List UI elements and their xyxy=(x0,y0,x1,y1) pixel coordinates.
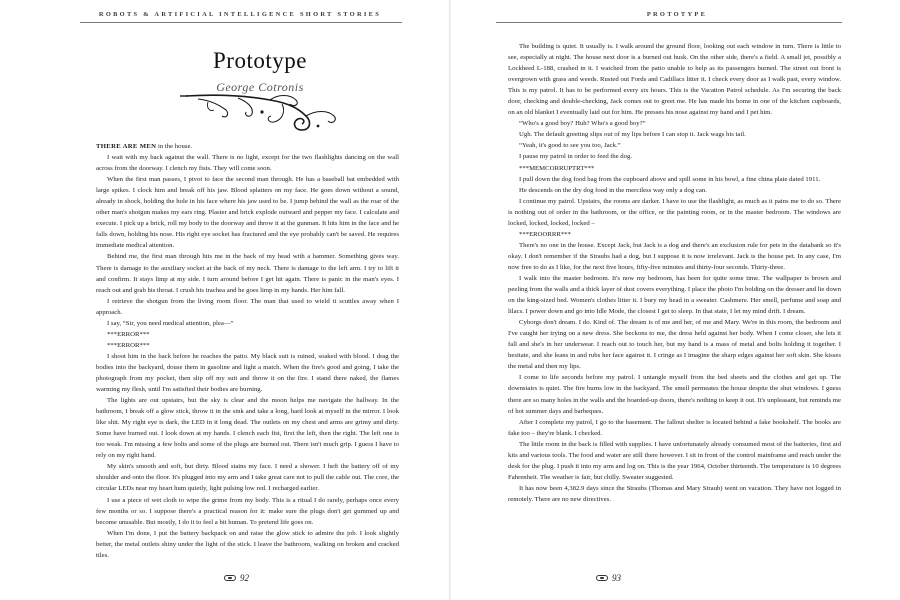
paragraph: My skin's smooth and soft, but dirty. Blood stains my face. I need a shower. I heft the battery off of my shoulder and onto the floor. It's plugged into my arm and I take great care not to pull the cable out. The core, the circular LEDs near my heart hum quietly, light pulsing low red. I recharged earlier. xyxy=(96,463,399,493)
folio-ornament-icon xyxy=(224,575,236,581)
page-number-left xyxy=(224,572,249,584)
running-head-left: ROBOTS & ARTIFICIAL INTELLIGENCE SHORT STORIES xyxy=(98,11,382,18)
paragraph: The little room in the back is filled with supplies. I have unfortunately already consumed most of the batteries, first aid kits and various tools. The food and water are still there however. I sit in front of the control mainframe and reach under the desk for the plug. I push it into my arm and log on. This is the year 1964, October thirteenth. The temperature is 10 degrees Fahrenheit. The weather is fair, but chilly. Sweater suggested. xyxy=(508,440,841,481)
paragraph: Behind me, the first man through hits me in the back of my head with a hammer. Something gives way. There is damage to the auxiliary socket at the back of my neck. There is damage to the left arm. I try to lift it and confirm. It stays limp at my side. I turn around before I get hit again. There is panic in the man's eyes. I reach out and grab his throat. I crush his trachea and he goes limp in my hands. Her him fall. xyxy=(96,253,399,294)
paragraph: I pull down the dog food bag from the cupboard above and spill some in his bowl, a fine china plate dated 1911. xyxy=(519,175,821,183)
paragraph: ***ERROR*** xyxy=(107,341,150,349)
page-number-right xyxy=(596,572,621,584)
flourish-ornament xyxy=(178,90,344,134)
paragraph: I shoot him in the back before he reaches the patio. My black suit is ruined, soaked with blood. I drag the bodies into the backyard, douse them in gasoline and light a match. When the fire's good and going, I take the photograph from my pocket, then slip off my suit and throw it on the fire. I stand there naked, the flames warming my flesh, until I'm satisfied their bodies are burning. xyxy=(96,352,399,394)
paragraph: ***MEMCORRUPTRT*** xyxy=(519,164,595,172)
paragraph: I retrieve the shotgun from the living room floor. The man that used to wield it scuttles away when I approach. xyxy=(96,297,399,316)
lead-in: THERE ARE MEN xyxy=(96,143,157,150)
paragraph: I pause my patrol in order to feed the dog. xyxy=(519,153,633,161)
paragraph: The lights are out upstairs, but the sky is clear and the moon helps me navigate the hallway. In the bathroom, I break off a glow stick, throw it in the sink and take a long, hard look at myself in the mirror. I look like shit. My right eye is dark, the LED in it long dead. The outlets on my chest and arms are grimy and dirty. Some have burned out. I look down at my hands. I clench each fist, first the left, then the right. The left one is too weak. I'm missing a few bolts and some of the plugs are burned out. There isn't much grip. I guess I have to rely on my right hand. xyxy=(96,397,399,460)
paragraph: There's no one in the house. Except Jack, but Jack is a dog and there's an exclusion rule for pets in the databank so it's okay. I don't remember if the Straubs had a dog, but I suppose it is now irrelevant. Jack is the house pet. In any case, I'm now free to do as I like, for the next five hours, fifty-five minutes and thirty-four seconds. Thirty-three. xyxy=(508,241,841,271)
paragraph: ***ERROR*** xyxy=(107,330,150,338)
paragraph: ***EROORRR*** xyxy=(519,230,571,238)
right-page xyxy=(450,0,900,600)
page-number-text: 92 xyxy=(240,573,249,583)
page-number-text: 93 xyxy=(612,573,621,583)
opening-paragraph xyxy=(96,141,399,152)
paragraph: The building is quiet. It usually is. I walk around the ground floor, looking out each window in turn. There is little to see, especially at night. The house next door is a burned out husk. On the other side, there's a field. A small jet, possibly a Lockheed L-188, crashed in it. I watched from the patio unable to help as its passengers burned. The street out front is overgrown with grass and weeds. Rusted out Fords and Cadillacs litter it. I check every door as I walk past, every window. This is my patrol. It has to be performed every six hours. This is the Vacation Patrol schedule. As I'm securing the back door, checking and double-checking, Jack comes out to greet me. He has made his home in one of the kitchen cupboards, on an old blanket I eventually laid out for him. He presses his nose against my hand and I pet him. xyxy=(508,43,841,117)
left-body-text xyxy=(96,141,399,561)
paragraph: I come to life seconds before my patrol. I untangle myself from the bed sheets and the clothes and get up. The downstairs is quiet. The fire burns low in the backyard. The smell permeates the house despite the shut windows. I guess there are so many holes in the walls and the boarded-up doors, there's nothing to keep it out. It's unpleasant, but reminds me of hot summer days and barbeques. xyxy=(508,374,841,415)
lead-in-rest: in the house. xyxy=(156,143,193,150)
folio-ornament-icon xyxy=(596,575,608,581)
paragraph: “Who's a good boy? Huh? Who's a good boy?” xyxy=(519,120,646,128)
header-rule-left xyxy=(80,22,402,23)
paragraph: I wait with my back against the wall. There is no light, except for the two flashlights dancing on the wall across from the doorway. I clench my fists. They will come soon. xyxy=(96,154,399,173)
paragraph: When I'm done, I put the battery backpack on and raise the glow stick to admire the job. I look slightly better, the metal outlets shiny under the light of the stick. I leave the bathroom, walking on broken and cracked tiles. xyxy=(96,529,399,559)
paragraph: I continue my patrol. Upstairs, the rooms are darker. I have to use the flashlight, as much as it pains me to do so. There is nothing out of order in the bathroom, or the office, or the painting room, or in the master bedroom. The windows are locked, locked, locked, locked – xyxy=(508,197,841,227)
paragraph: When the first man passes, I pivot to face the second man through. He has a baseball bat embedded with large spikes. I clock him and break off his jaw. Blood splatters on my face. He goes down without a sound, already in shock, holding the hole in his face where his jaw used to be. I jump behind the wall as the roar of the other man's shotgun makes my ears ring. Plaster and brick explode outward and pepper my face. I calculate and execute. I pick up a brick, roll my body to the doorway and throw it at the gunman. It hits him in the face and he falls down, holding his nose. His right eye socket has fractured and the eye probably can't be saved. He requires immediate medical attention. xyxy=(96,176,399,250)
right-body-text xyxy=(508,41,841,505)
paragraph: I walk into the master bedroom. It's now my bedroom, has been for quite some time. The wallpaper is brown and peeling from the walls and a thick layer of dust covers everything. I place the photo I'm holding on the dresser and lie down on the king-sized bed. Women's clothes litter it. I bury my head in a sweater. Cashmere. Her smell, perfume and soap and lilacs. I power down and go into Idle Mode, the closest I get to sleep. In that state, I let my mind drift. I dream. xyxy=(508,274,841,316)
paragraph: It has now been 4,382.9 days since the Straubs (Thomas and Mary Straub) went on vacation. They have not logged in remotely. There are no new directives. xyxy=(508,484,841,503)
story-title: Prototype xyxy=(213,48,307,73)
paragraph: I use a piece of wet cloth to wipe the grime from my body. This is a ritual I do rarely, perhaps once every few months or so. I suppose there's a practical reason for it: make sure the plugs don't get gummed up and become unusable. But mostly, I do it to feel a bit human. To pretend life goes on. xyxy=(96,496,399,526)
paragraph: Ugh. The default greeting slips out of my lips before I can stop it. Jack wags his tail. xyxy=(519,131,746,139)
running-head-right: PROTOTYPE xyxy=(646,11,708,18)
header-rule-right xyxy=(496,22,842,23)
paragraph: Cyborgs don't dream. I do. Kind of. The dream is of me and her, of me and Mary. We're in this room, the bedroom and I've caught her trying on a new dress. She beckons to me, the dress held against her body. When I come closer, she lets it fall and she's in her underwear. I reach out to touch her, but my hand is a mass of metal and bolts holding it together. I hesitate, and she leans in and rubs her face against it. I cringe as I imagine the sharp edges against her soft skin. She kisses the metal and then my lips. xyxy=(508,319,841,371)
story-author: George Cotronis xyxy=(216,80,304,94)
paragraph: He descends on the dry dog food in the merciless way only a dog can. xyxy=(519,186,707,194)
paragraph: After I complete my patrol, I go to the basement. The fallout shelter is located behind a fake bookshelf. The books are fake too – they're blank. I checked. xyxy=(508,418,841,437)
paragraph: “Yeah, it's good to see you too, Jack.” xyxy=(519,142,621,150)
paragraph: I say, “Sir, you need medical attention, plea—” xyxy=(107,319,234,327)
